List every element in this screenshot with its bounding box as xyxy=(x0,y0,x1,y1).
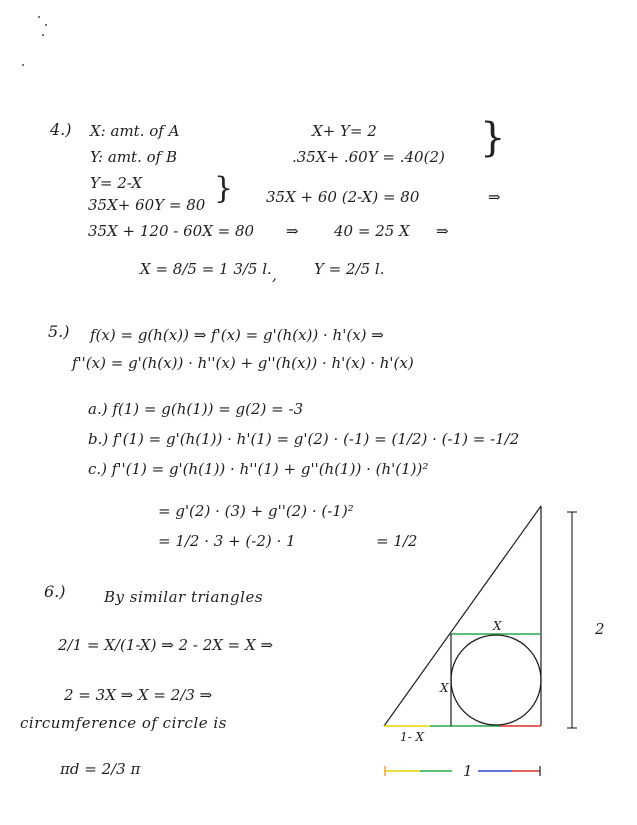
problem-6-pi-d: πd = 2/3 π xyxy=(60,760,141,778)
problem-6-equation-2: 2 = 3X ⇒ X = 2/3 ⇒ xyxy=(64,686,213,704)
problem-5-part-a: a.) f(1) = g(h(1)) = g(2) = -3 xyxy=(88,400,304,418)
problem-4-substitution-1: Y= 2-X xyxy=(90,174,142,192)
problem-4-left-brace: } xyxy=(214,171,234,206)
problem-5-line-2: f''(x) = g'(h(x)) · h''(x) + g''(h(x)) · h'(x) · h'(x) xyxy=(72,354,414,372)
problem-4-result-separator: , xyxy=(272,266,277,284)
problem-5-part-c-line-3b: = 1/2 xyxy=(376,532,418,550)
problem-4-arrow-2: ⇒ xyxy=(286,222,299,240)
problem-5-label: 5.) xyxy=(48,322,70,341)
problem-6-label: 6.) xyxy=(44,582,66,601)
triangle-hypotenuse xyxy=(384,506,541,726)
problem-4-arrow-1: ⇒ xyxy=(488,188,501,206)
problem-5-line-1: f(x) = g(h(x)) ⇒ f'(x) = g'(h(x)) · h'(x) ⇒ xyxy=(90,326,384,344)
figure-label-height: 2 xyxy=(595,620,605,638)
problem-4-result-y: Y = 2/5 l. xyxy=(314,260,385,278)
inscribed-circle xyxy=(451,635,541,725)
problem-4-equation-1: X+ Y= 2 xyxy=(312,122,377,140)
problem-4-substitution-3: 35X + 60 (2-X) = 80 xyxy=(266,188,420,206)
problem-4-right-brace: } xyxy=(480,115,506,161)
figure-label-x-top: X xyxy=(493,619,502,633)
problem-5-part-b: b.) f'(1) = g'(h(1)) · h'(1) = g'(2) · (-1) = (1/2) · (-1) = -1/2 xyxy=(88,430,520,448)
problem-4-line-3a: 35X + 120 - 60X = 80 xyxy=(88,222,255,240)
figure-label-x-left: X xyxy=(440,681,449,695)
figure-label-width: 1 xyxy=(463,762,473,780)
problem-6-heading: By similar triangles xyxy=(104,588,264,606)
problem-4-arrow-3: ⇒ xyxy=(436,222,449,240)
problem-5-part-c-line-3a: = 1/2 · 3 + (-2) · 1 xyxy=(158,532,296,550)
problem-4-equation-2: .35X+ .60Y = .40(2) xyxy=(292,148,445,166)
figure-label-one-minus-x: 1- X xyxy=(400,730,425,744)
problem-4-substitution-2: 35X+ 60Y = 80 xyxy=(88,196,206,214)
problem-4-label: 4.) xyxy=(50,120,72,139)
problem-4-x-definition: X: amt. of A xyxy=(90,122,180,140)
problem-5-part-c-line-2: = g'(2) · (3) + g''(2) · (-1)² xyxy=(158,502,354,520)
problem-4-line-3b: 40 = 25 X xyxy=(334,222,410,240)
problem-4-y-definition: Y: amt. of B xyxy=(90,148,177,166)
problem-5-part-c-line-1: c.) f''(1) = g'(h(1)) · h''(1) + g''(h(1)) · (h'(1))² xyxy=(88,460,429,478)
problem-6-circumference-text: circumference of circle is xyxy=(20,714,227,732)
problem-6-equation-1: 2/1 = X/(1-X) ⇒ 2 - 2X = X ⇒ xyxy=(58,636,274,654)
problem-4-result-x: X = 8/5 = 1 3/5 l. xyxy=(140,260,272,278)
